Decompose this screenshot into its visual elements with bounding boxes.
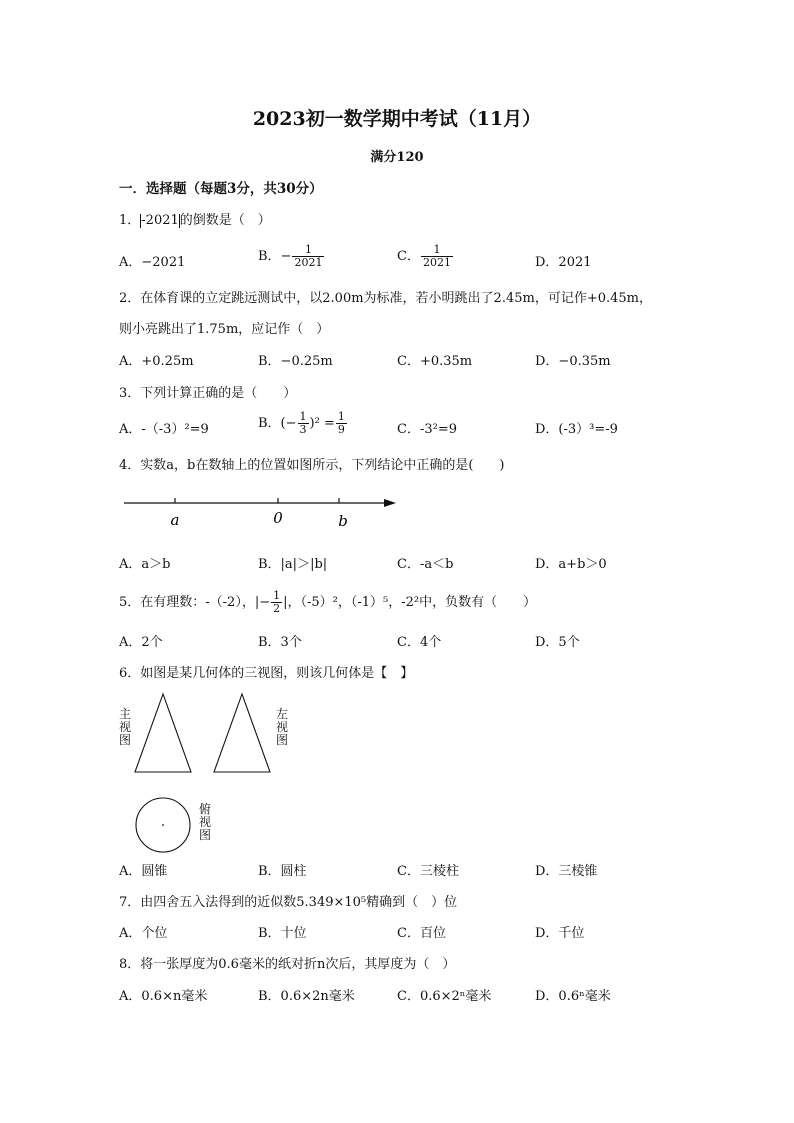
question-5-stem: 5．在有理数：-（-2），|− $\frac{1}{2}$ |，（-5）²，（-1）⁵，-2²中，负数有（ ） [119, 589, 537, 615]
question-7-stem: 7．由四舍五入法得到的近似数5.349×10⁵精确到（ ）位 [119, 895, 458, 910]
label-zero: 0 [273, 509, 283, 527]
q2-option-b: B．−0.25m [258, 354, 333, 369]
top-view-label: 俯视图 [198, 802, 211, 842]
q7-option-d: D．千位 [535, 926, 585, 941]
page-subtitle: 满分120 [370, 150, 424, 165]
circle-center-dot [162, 824, 164, 826]
question-3-stem: 3．下列计算正确的是（ ） [119, 386, 297, 401]
q1-option-d: D．2021 [535, 255, 592, 270]
number-line-figure [120, 490, 405, 535]
q8-option-a: A．0.6×n毫米 [119, 989, 208, 1004]
q8-option-d: D．0.6ⁿ毫米 [535, 989, 611, 1004]
page-title: 2023初一数学期中考试（11月） [252, 108, 542, 130]
question-2-stem-line2: 则小亮跳出了1.75m，应记作（ ） [119, 322, 330, 337]
q2-option-c: C．+0.35m [397, 354, 473, 369]
q3-option-d: D．(-3）³=-9 [535, 422, 618, 437]
q7-option-a: A．个位 [119, 926, 168, 941]
q8-option-b: B．0.6×2n毫米 [258, 989, 355, 1004]
q1-option-b: B．− $\frac{1}{2021}$ [258, 243, 323, 269]
label-a: a [170, 511, 180, 529]
q1-option-a: A．−2021 [119, 255, 186, 270]
question-6-stem: 6．如图是某几何体的三视图，则该几何体是【 】 [119, 666, 414, 681]
q2-option-a: A．+0.25m [119, 354, 194, 369]
q6-option-c: C．三棱柱 [397, 864, 459, 879]
label-b: b [338, 512, 348, 530]
q6-option-b: B．圆柱 [258, 864, 307, 879]
q4-option-d: D．a+b＞0 [535, 557, 607, 572]
q5-option-c: C．4个 [397, 635, 442, 650]
front-view-label: 主视图 [118, 707, 131, 747]
front-view-triangle [132, 692, 194, 774]
q7-option-c: C．百位 [397, 926, 446, 941]
q8-option-c: C．0.6×2ⁿ毫米 [397, 989, 492, 1004]
q3-option-c: C．-3²=9 [397, 422, 457, 437]
q4-option-a: A．a＞b [119, 557, 171, 572]
q6-option-d: D．三棱锥 [535, 864, 598, 879]
q6-option-a: A．圆锥 [119, 864, 168, 879]
top-view-circle [133, 796, 193, 854]
question-8-stem: 8．将一张厚度为0.6毫米的纸对折n次后，其厚度为（ ） [119, 957, 456, 972]
number-line-arrow [384, 499, 396, 507]
question-4-stem: 4．实数a，b在数轴上的位置如图所示，下列结论中正确的是( ) [119, 458, 505, 473]
q3-option-b: B．(− $\frac{1}{3}$ )² = $\frac{1}{9}$ [258, 410, 345, 436]
q2-option-d: D．−0.35m [535, 354, 611, 369]
q3-option-a: A．-（-3）²=9 [119, 422, 209, 437]
q4-option-b: B．|a|＞|b| [258, 557, 328, 572]
q5-option-d: D．5个 [535, 635, 580, 650]
left-view-triangle [211, 692, 273, 774]
q5-option-b: B．3个 [258, 635, 302, 650]
q7-option-b: B．十位 [258, 926, 307, 941]
q1-option-c: C． $\frac{1}{2021}$ [397, 243, 451, 269]
question-2-stem-line1: 2．在体育课的立定跳远测试中，以2.00m为标准，若小明跳出了2.45m，可记作+0.45m， [119, 291, 652, 306]
left-view-label: 左视图 [275, 707, 288, 747]
question-1-stem: 1．-2021的倒数是（ ） [119, 213, 271, 228]
q5-option-a: A．2个 [119, 635, 163, 650]
section-heading: 一．选择题（每题3分，共30分） [119, 181, 323, 197]
q4-option-c: C．-a＜b [397, 557, 454, 572]
